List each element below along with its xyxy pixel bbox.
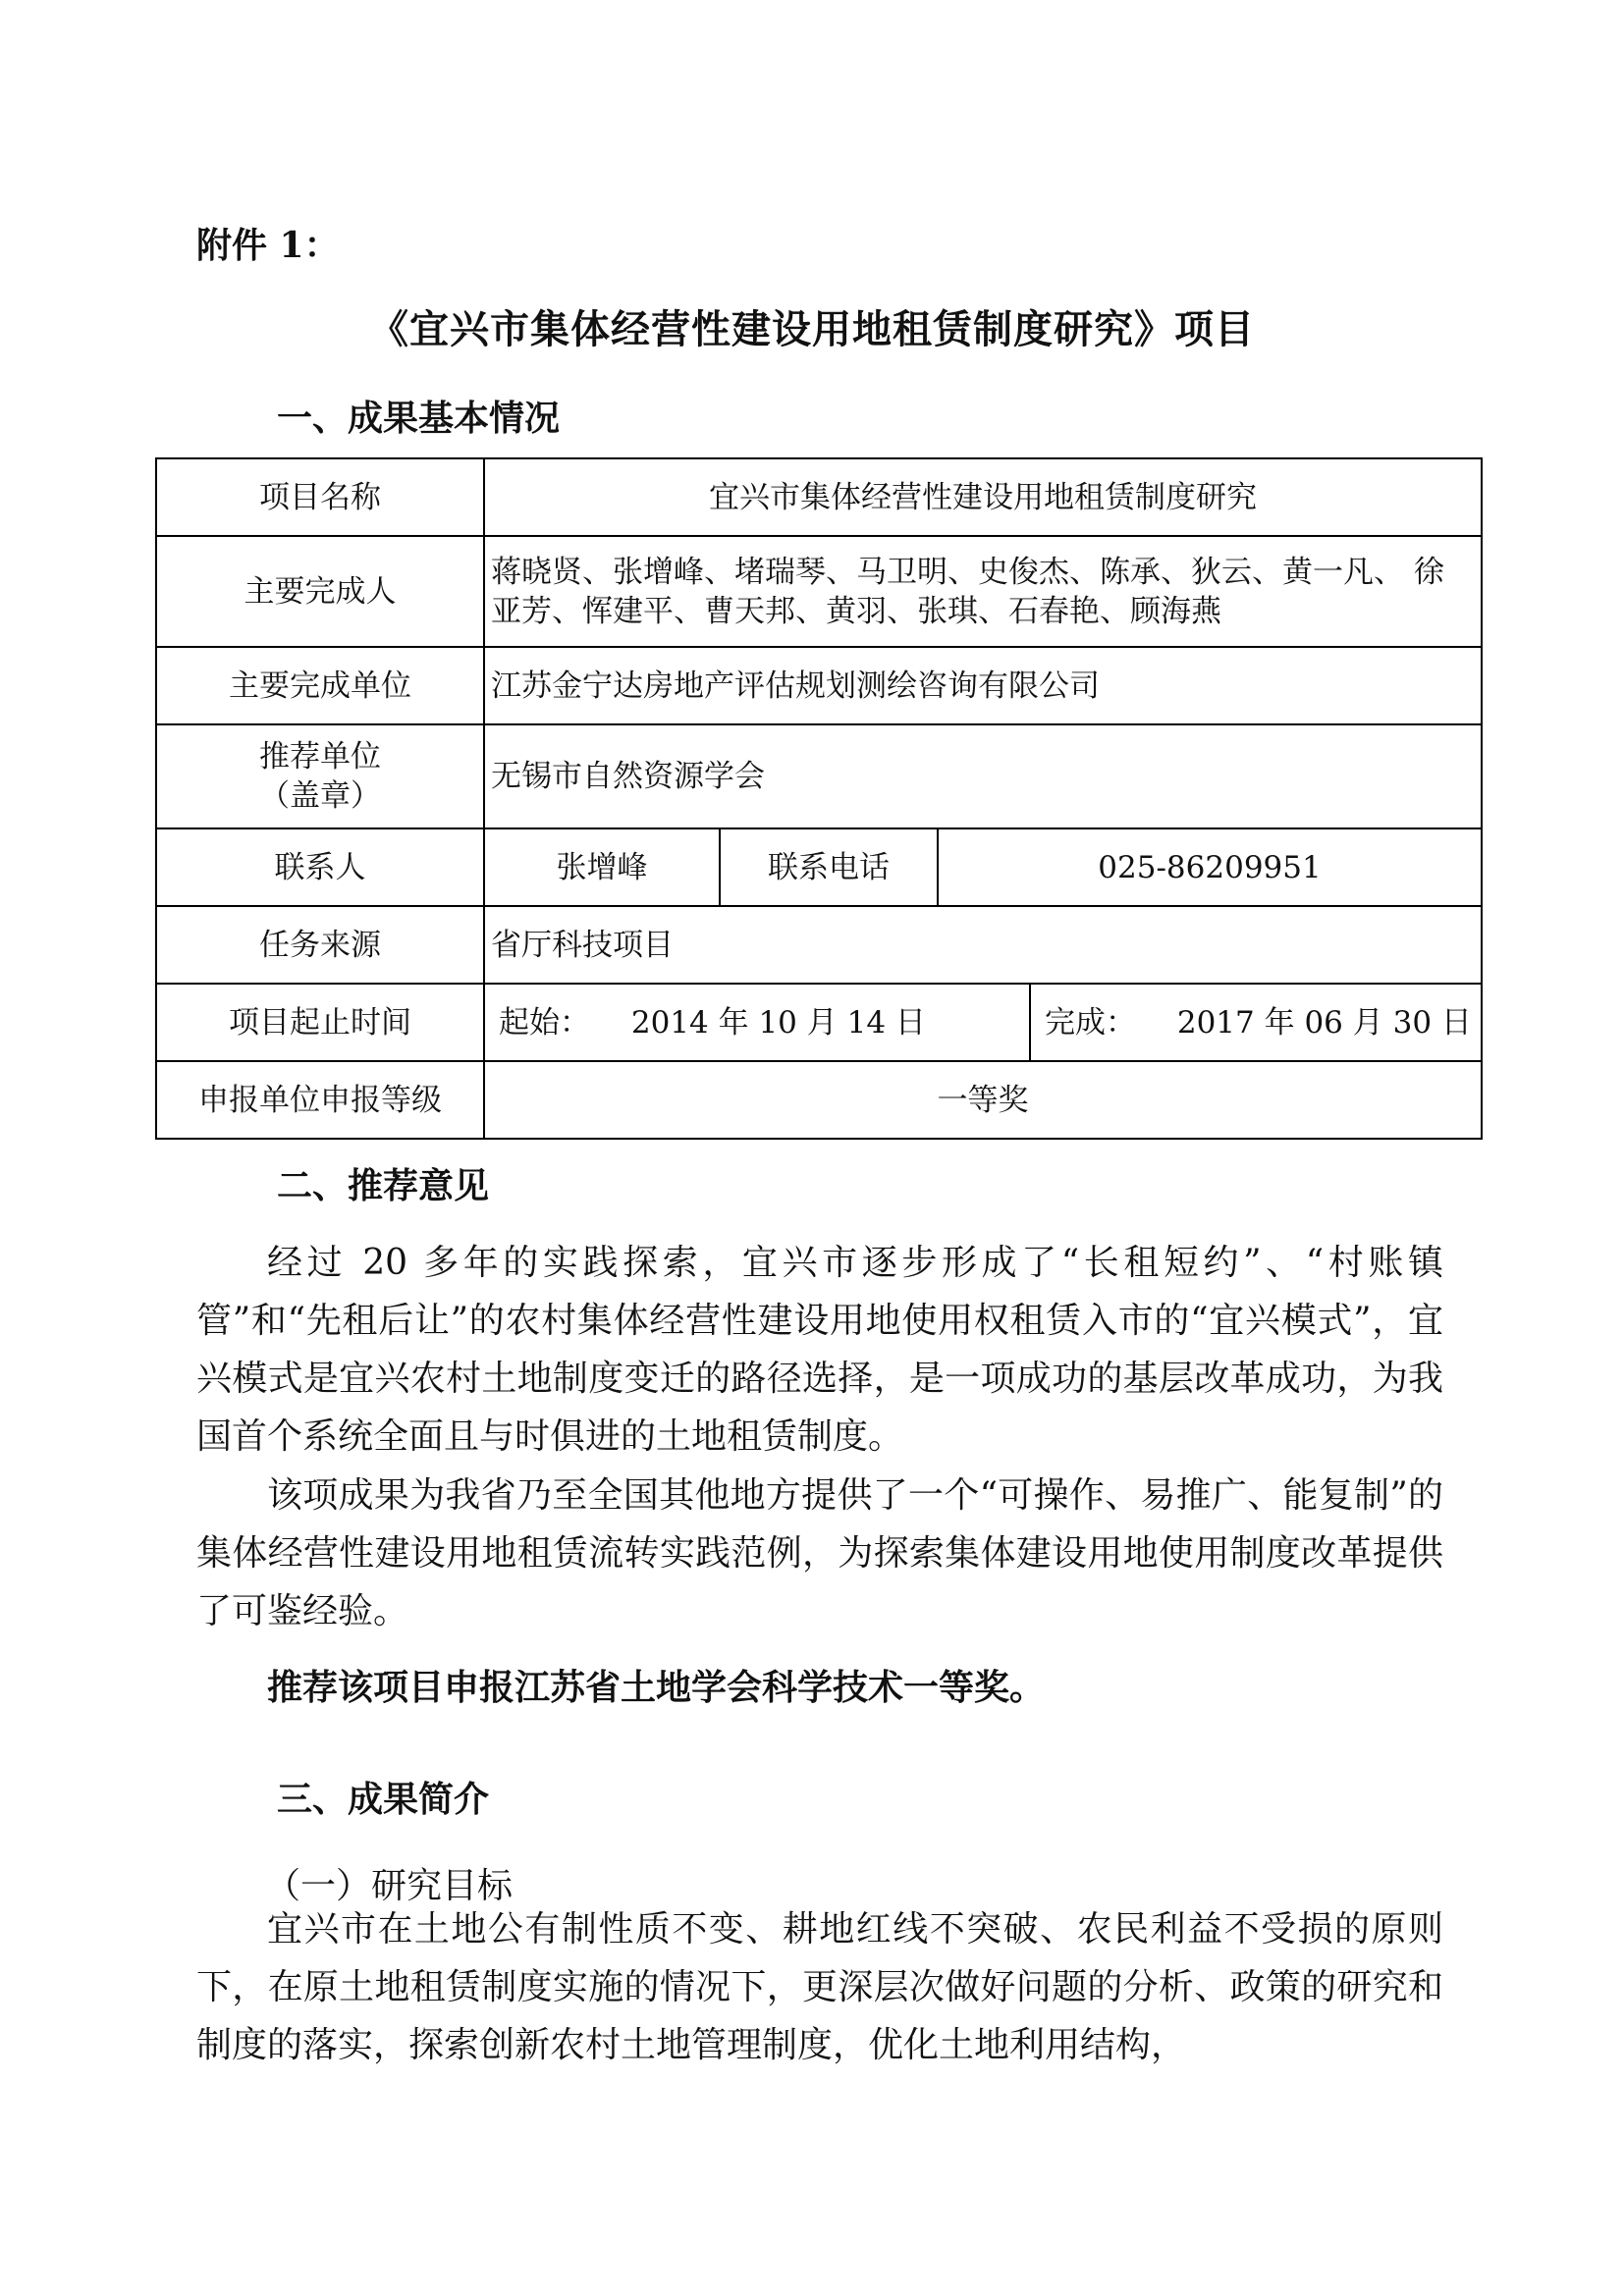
table-row	[156, 647, 1482, 724]
section-heading-basic-info: 一、成果基本情况	[277, 398, 561, 439]
main-unit-value: 江苏金宁达房地产评估规划测绘咨询有限公司	[484, 647, 1482, 724]
main-people-value	[484, 536, 1482, 647]
start-label: 起始：	[499, 1004, 590, 1041]
period-label: 项目起止时间	[156, 984, 484, 1061]
attachment-label: 附件 1：	[196, 225, 340, 266]
recommendation-conclusion: 推荐该项目申报江苏省土地学会科学技术一等奖。	[267, 1667, 1046, 1708]
task-source-value: 省厅科技项目	[484, 906, 1482, 984]
recommend-unit-label-line1: 推荐单位	[259, 739, 381, 774]
document-title: 《宜兴市集体经营性建设用地租赁制度研究》项目	[369, 306, 1255, 352]
main-unit-label: 主要完成单位	[156, 647, 484, 724]
end-label: 完成：	[1045, 1004, 1136, 1041]
recommend-unit-value: 无锡市自然资源学会	[484, 724, 1482, 828]
task-source-label: 任务来源	[156, 906, 484, 984]
contact-value: 张增峰	[484, 828, 720, 906]
basic-info-table	[155, 457, 1483, 1140]
table-row	[156, 536, 1482, 647]
table-row	[156, 1061, 1482, 1139]
start-value: 2014 年 10 月 14 日	[630, 1004, 926, 1041]
recommendation-paragraph: 该项成果为我省乃至全国其他地方提供了一个“可操作、易推广、能复制”的集体经营性建设用地租赁流转实践范例，为探索集体建设用地使用制度改革提供了可鉴经验。	[196, 1475, 1443, 1631]
main-people-line: 亚芳、恽建平、曹天邦、黄羽、张琪、石春艳、顾海燕	[491, 593, 1221, 629]
grade-value: 一等奖	[484, 1061, 1482, 1139]
project-name-label: 项目名称	[156, 458, 484, 536]
main-people-line: 蒋晓贤、张增峰、堵瑞琴、马卫明、史俊杰、陈承、狄云、黄一凡、 徐	[491, 554, 1444, 590]
section-heading-summary: 三、成果简介	[277, 1779, 490, 1820]
table-row	[156, 828, 1482, 906]
recommendation-paragraph: 经过 20 多年的实践探索，宜兴市逐步形成了“长租短约”、“村账镇管”和“先租后让”的农村集体经营性建设用地使用权租赁入市的“宜兴模式”，宜兴模式是宜兴农村土地制度变迁的路径选择，是一项成功的基层改革成功，为我国首个系统全面且与时俱进的土地租赁制度。	[196, 1243, 1443, 1457]
phone-value: 025-86209951	[938, 828, 1482, 906]
subheading-research-goal: （一）研究目标	[265, 1866, 514, 1906]
section-heading-recommendation: 二、推荐意见	[277, 1165, 490, 1206]
recommend-unit-label-line2: （盖章）	[259, 778, 381, 814]
table-row	[156, 984, 1482, 1061]
grade-label: 申报单位申报等级	[156, 1061, 484, 1139]
table-row	[156, 458, 1482, 536]
period-end	[1030, 984, 1482, 1061]
project-name-value: 宜兴市集体经营性建设用地租赁制度研究	[484, 458, 1482, 536]
phone-label: 联系电话	[720, 828, 938, 906]
end-value: 2017 年 06 月 30 日	[1176, 1004, 1472, 1041]
summary-paragraph: 宜兴市在土地公有制性质不变、耕地红线不突破、农民利益不受损的原则下，在原土地租赁制度实施的情况下，更深层次做好问题的分析、政策的研究和制度的落实，探索创新农村土地管理制度，优化土地利用结构，	[196, 1909, 1443, 2065]
main-people-label: 主要完成人	[156, 536, 484, 647]
contact-label: 联系人	[156, 828, 484, 906]
recommend-unit-label	[156, 724, 484, 828]
period-start	[484, 984, 1030, 1061]
table-row	[156, 724, 1482, 828]
table-row	[156, 906, 1482, 984]
